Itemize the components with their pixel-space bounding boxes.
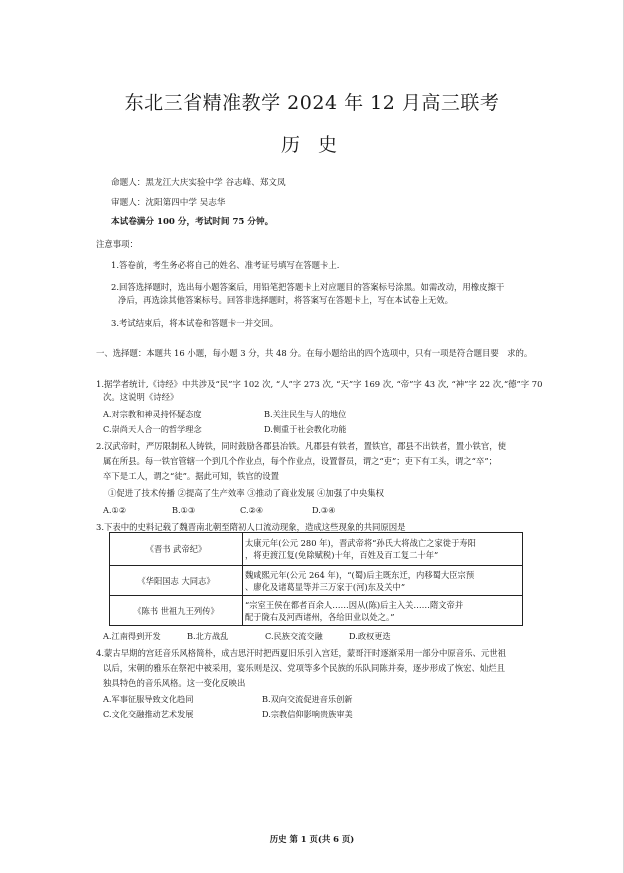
q1-option-d[interactable]: D.侧重于社会教化功能 [264,424,347,434]
excerpt-line: ，将吏渡江复(免除赋税)十年，百姓及百工复二十年” [245,550,439,560]
table-row [110,566,523,596]
excerpt-line: 魏咸熙元年(公元 264 年)，“(蜀)后主既东迁，内移蜀大臣宗预 [245,569,475,580]
source-name: 《陈书 世祖九王列传》 [110,596,243,626]
section-intro: 一、选择题：本题共 16 小题，每小题 3 分，共 48 分。在每小题给出的四个选项中，只有一项是符合题目要 求的。 [96,348,533,358]
excerpt-line: 配于陇右及河西诸州，各给田业以处之。” [245,611,395,622]
question-2-stem-continued: 卒下是工人，谓之“徒”。据此可知，铁官的设置 [103,471,280,481]
source-excerpt [243,596,523,626]
q2-option-b[interactable]: B.①③ [172,505,196,515]
question-4-stem: 4.蒙古早期的宫廷音乐风格简朴，成吉思汗时把西夏旧乐引入宫廷，蒙哥汗时逐渐采用一部分中原音乐、元世祖 [96,648,506,658]
note-item-continued: 净后，再选涂其他答案标号。回答非选择题时，将答案写在答题卡上，写在本试卷上无效。 [118,295,453,305]
source-name: 《晋书 武帝纪》 [110,533,243,566]
question-4-stem-continued: 独具特色的音乐风格。这一变化反映出 [103,678,246,688]
q1-option-a[interactable]: A.对宗教和神灵持怀疑态度 [103,409,202,419]
source-table [109,532,523,626]
q3-option-c[interactable]: C.民族交流交融 [265,631,323,641]
question-3-stem: 3.下表中的史料记载了魏晋南北朝至隋初人口流动现象，造成这些现象的共同原因是 [96,522,406,532]
note-item: 2.回答选择题时，选出每小题答案后，用铅笔把答题卡上对应题目的答案标号涂黑。如需改动，用橡皮擦干 [111,282,505,292]
excerpt-line: 、廖化及诸葛显等并三万家于(河)东及关中” [245,581,406,592]
q3-option-d[interactable]: D.政权更迭 [349,631,391,641]
table-row [110,596,523,626]
question-1-stem-continued: 次。这说明《诗经》 [103,392,179,402]
q4-option-c[interactable]: C.文化交融推动艺术发展 [103,709,194,719]
source-name: 《华阳国志 大同志》 [110,566,243,596]
excerpt-line: “宗室王侯在都者百余人……因从(陈)后主入关……隋文帝并 [245,599,464,610]
note-item: 1.答卷前，考生务必将自己的姓名、准考证号填写在答题卡上. [111,260,340,270]
q2-option-d[interactable]: D.③④ [312,505,336,515]
page-footer: 历史 第 1 页(共 6 页) [269,834,355,844]
q3-option-a[interactable]: A.江南得到开发 [103,631,161,641]
q2-option-a[interactable]: A.①② [103,505,127,515]
q2-statements: ①促进了技术传播 ②提高了生产效率 ③推动了商业发展 ④加强了中央集权 [108,488,384,498]
table-row [110,533,523,566]
question-2-stem-continued: 属在所县。每一铁官管辖一个到几个作业点，每个作业点，设置督员，谓之“吏”；吏下有工头，谓之“卒”； [103,456,497,466]
q3-option-b[interactable]: B.北方战乱 [187,631,229,641]
exam-info-line: 本试卷满分 100 分，考试时间 75 分钟。 [111,217,274,227]
q1-option-b[interactable]: B.关注民生与人的地位 [264,409,347,419]
exam-title: 东北三省精准教学 2024 年 12 月高三联考 [124,92,500,114]
question-2-stem: 2.汉武帝时，严厉限制私人铸铁，同时鼓励各郡县冶铁。凡郡县有铁者，置铁官，郡县不出铁者，置小铁官，使 [96,441,506,451]
question-4-stem-continued: 以后，宋朝的雅乐在祭祀中被采用，宴乐则是汉、党项等多个民族的乐队同陈并奏，逐步形成了恢宏、灿烂且 [103,663,505,673]
reviewer-line: 审题人：沈阳第四中学 吴志华 [111,198,226,208]
q4-option-b[interactable]: B.双向交流促进音乐创新 [262,694,353,704]
q1-option-c[interactable]: C.崇尚天人合一的哲学理念 [103,424,202,434]
notes-heading: 注意事项： [96,239,138,249]
authors-line: 命题人：黑龙江大庆实验中学 谷志峰、郑文凤 [111,178,286,188]
subject-title: 历 史 [280,134,344,156]
q4-option-d[interactable]: D.宗教信仰影响贵族审美 [262,709,353,719]
source-excerpt [243,533,523,566]
note-item: 3.考试结束后，将本试卷和答题卡一并交回。 [111,318,279,328]
excerpt-line: 太康元年(公元 280 年)，晋武帝将“孙氏大将战亡之家徙于寿阳 [245,538,476,548]
source-excerpt [243,566,523,596]
question-1-stem: 1.据学者统计,《诗经》中共涉及“民”字 102 次, “人”字 273 次, “天”字 169 次, “帝”字 43 次, “神”字 22 次,“德”字 70 [96,379,543,389]
q4-option-a[interactable]: A.军事征服导致文化趋同 [103,694,194,704]
q2-option-c[interactable]: C.②④ [240,505,264,515]
